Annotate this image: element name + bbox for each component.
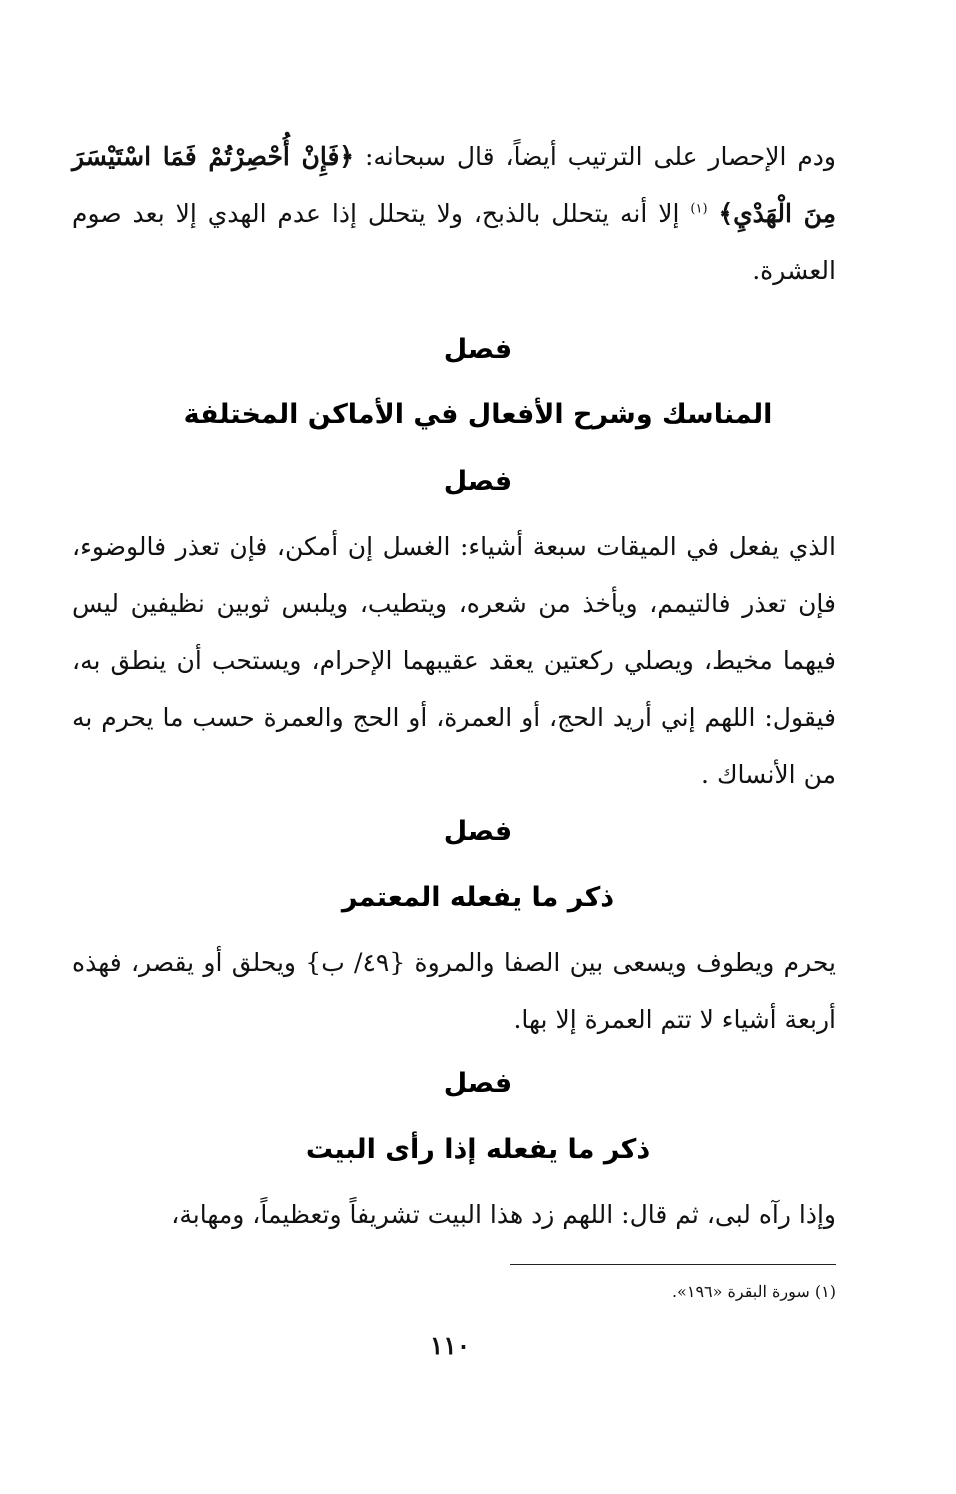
section-heading-fasl-1: فصل — [443, 334, 513, 365]
paragraph-umrah: يحرم ويطوف ويسعى بين الصفا والمروة {٤٩/ ب} ويحلق أو يقصر، فهذه أربعة أشياء لا تتم العمرة إلا بها. — [72, 948, 836, 1034]
footnote-reference: (١) — [690, 201, 708, 217]
chapter-title-mutamir: ذكر ما يفعله المعتمر — [341, 882, 615, 913]
section-heading-fasl-2: فصل — [443, 466, 513, 497]
footnote: (١) سورة البقرة «١٩٦». — [671, 1282, 836, 1301]
page-number: ١١٠ — [429, 1331, 471, 1360]
footnote-separator — [510, 1264, 836, 1265]
section-heading-fasl-3: فصل — [443, 816, 513, 847]
quran-verse: ﴿فَإِنْ أُحْصِرْتُمْ فَمَا اسْتَيْسَرَ مِنَ الْهَدْيِ﴾ — [72, 142, 836, 228]
paragraph-ihsar — [72, 128, 836, 299]
paragraph-ihsar-rest: إلا أنه يتحلل بالذبح، ولا يتحلل إذا عدم الهدي إلا بعد صوم العشرة. — [72, 199, 836, 285]
chapter-title-bayt: ذكر ما يفعله إذا رأى البيت — [305, 1134, 651, 1165]
paragraph-miqat: الذي يفعل في الميقات سبعة أشياء: الغسل إن أمكن، فإن تعذر فالوضوء، فإن تعذر فالتيمم، ويأخذ من شعره، ويتطيب، ويلبس ثوبين نظيفين ليس فيهما مخيط، ويصلي ركعتين يعقد عقيبهما الإحرام، ويستحب أن ينطق به، فيقول: اللهم إني أريد الحج، أو العمرة، أو الحج والعمرة حسب ما يحرم به من الأنساك . — [72, 532, 836, 789]
paragraph-bayt: وإذا رآه لبى، ثم قال: اللهم زد هذا البيت تشريفاً وتعظيماً، ومهابة، — [171, 1200, 836, 1229]
section-heading-fasl-4: فصل — [443, 1068, 513, 1099]
paragraph-ihsar-lead: ودم الإحصار على الترتيب أيضاً، قال سبحانه: — [364, 142, 836, 171]
chapter-title-manasik: المناسك وشرح الأفعال في الأماكن المختلفة — [183, 399, 773, 430]
